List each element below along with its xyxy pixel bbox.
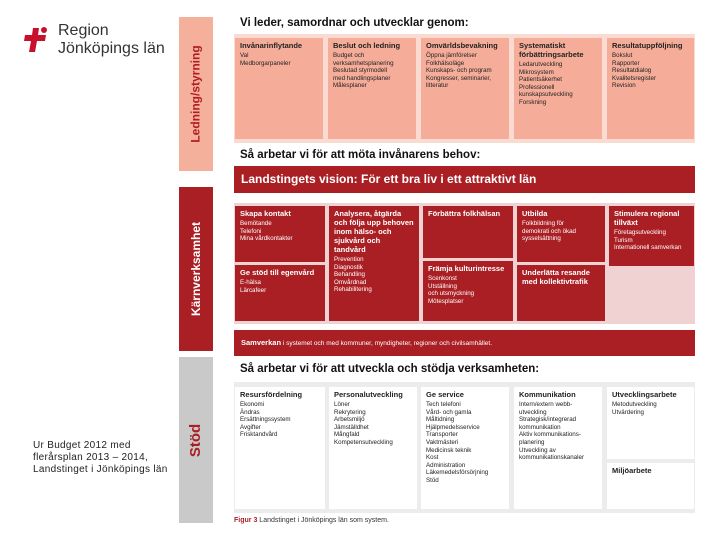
box-item: Bokslut bbox=[612, 52, 633, 59]
logo-text-region: Region bbox=[58, 22, 109, 39]
box-items bbox=[612, 401, 689, 416]
box-item: Metodutveckling bbox=[612, 401, 657, 408]
box-item: demokrati och ökad bbox=[522, 227, 576, 235]
bar-karnverksamhet-label: Kärnverksamhet bbox=[189, 221, 203, 317]
panel-karnverksamhet bbox=[234, 203, 695, 324]
box-item: kommunikation bbox=[519, 423, 561, 431]
box-item: Internationell samverkan bbox=[614, 244, 682, 252]
box-items bbox=[519, 401, 597, 462]
box-item: Ekonomi bbox=[240, 401, 265, 408]
box-underlatta-resande bbox=[517, 265, 605, 321]
box-kommunikation bbox=[514, 387, 602, 509]
source-caption: Ur Budget 2012 med flerårsplan 2013 – 2014, Landstinget i Jönköpings län bbox=[33, 440, 168, 475]
box-item: Diagnostik bbox=[334, 263, 363, 271]
box-omvarldsbevakning bbox=[421, 38, 509, 139]
figure-caption bbox=[234, 517, 389, 524]
figure-caption-label: Figur 3 bbox=[234, 517, 258, 524]
box-item: Aktiv kommunikations- bbox=[519, 431, 581, 439]
section-header-support: Så arbetar vi för att utveckla och stödja verksamheten: bbox=[240, 363, 540, 375]
box-item: Mötesplatser bbox=[428, 297, 464, 305]
logo-text-county: Jönköpings län bbox=[58, 40, 165, 57]
box-item: Öppna jämförelser bbox=[426, 52, 477, 59]
box-item: Kongresser, seminarier, bbox=[426, 74, 491, 82]
box-item: Prevention bbox=[334, 256, 364, 263]
box-item: Jämställdhet bbox=[334, 423, 369, 431]
box-item: Löner bbox=[334, 401, 350, 408]
box-title: Systematiskt förbättringsarbete bbox=[519, 41, 584, 59]
box-item: Beslutad styrmodell bbox=[333, 67, 387, 75]
box-items bbox=[428, 275, 508, 305]
box-title: Personalutveckling bbox=[334, 390, 403, 399]
box-title: Beslut och ledning bbox=[333, 41, 401, 50]
box-item: litteratur bbox=[426, 82, 449, 90]
box-items bbox=[333, 52, 411, 90]
box-title: Utvecklingsarbete bbox=[612, 390, 677, 399]
box-title: Underlätta resande med kollektivtrafik bbox=[522, 268, 590, 286]
box-item: Medicinsk teknik bbox=[426, 446, 472, 454]
box-title: Resultatuppföljning bbox=[612, 41, 683, 50]
box-items bbox=[426, 401, 504, 485]
box-item: Kunskaps- och program bbox=[426, 67, 492, 75]
region-logo bbox=[22, 22, 165, 62]
region-cross-logo-icon bbox=[22, 26, 50, 54]
box-item: Forskning bbox=[519, 98, 547, 106]
box-item: Vård- och gamla bbox=[426, 408, 472, 416]
box-item: Patientsäkerhet bbox=[519, 76, 562, 84]
box-item: Budget och bbox=[333, 52, 365, 59]
box-title: Förbättra folkhälsan bbox=[428, 209, 501, 218]
box-title: Omvärldsbevakning bbox=[426, 41, 498, 50]
bar-ledning bbox=[179, 17, 213, 171]
box-item: Scenkonst bbox=[428, 275, 457, 282]
box-item: Målesplaner bbox=[333, 82, 367, 90]
box-item: Professionell bbox=[519, 83, 555, 91]
box-item: Mångfald bbox=[334, 431, 360, 439]
box-item: Telefoni bbox=[240, 227, 262, 235]
box-items bbox=[240, 220, 320, 243]
box-item: Stöd bbox=[426, 476, 439, 484]
figure-caption-text: Landstinget i Jönköpings län som system. bbox=[259, 517, 389, 524]
box-item: Omvårdnad bbox=[334, 278, 367, 286]
box-forbattra-folkhalsan bbox=[423, 206, 513, 258]
box-item: Bemötande bbox=[240, 220, 272, 227]
box-items bbox=[519, 61, 597, 107]
box-item: Vaktmästeri bbox=[426, 438, 459, 446]
box-item: Företagsutveckling bbox=[614, 229, 666, 236]
box-item: med handlingsplaner bbox=[333, 74, 391, 82]
box-item: Utveckling av bbox=[519, 446, 556, 454]
box-items bbox=[240, 401, 320, 439]
box-items bbox=[240, 52, 318, 67]
box-item: Kvalitetsregister bbox=[612, 74, 657, 82]
box-title: Resursfördelning bbox=[240, 390, 303, 399]
box-utbilda bbox=[517, 206, 605, 262]
box-ge-stod-till-egenvard bbox=[235, 265, 325, 321]
box-items bbox=[426, 52, 504, 90]
box-miljoarbete bbox=[607, 463, 694, 509]
box-item: och utsmyckning bbox=[428, 290, 475, 298]
bar-karnverksamhet bbox=[179, 187, 213, 351]
box-item: Lärcafeer bbox=[240, 286, 267, 294]
box-item: Mikrosystem bbox=[519, 68, 554, 76]
box-item: Intern/extern webb- bbox=[519, 401, 573, 408]
section-header-lead: Vi leder, samordnar och utvecklar genom: bbox=[240, 17, 469, 29]
box-item: Rapporter bbox=[612, 59, 640, 67]
box-item: Folkhälsoläge bbox=[426, 59, 465, 67]
box-item: Ledarutveckling bbox=[519, 61, 563, 68]
box-item: Ersättningssystem bbox=[240, 416, 291, 424]
box-analysera-atgarda bbox=[329, 206, 419, 321]
box-title: Stimulera regional tillväxt bbox=[614, 209, 680, 227]
box-invanarinflytande bbox=[235, 38, 323, 139]
samverkan-banner bbox=[234, 330, 695, 356]
box-item: E-hälsa bbox=[240, 279, 261, 286]
box-item: Turism bbox=[614, 236, 633, 244]
box-item: Val bbox=[240, 52, 249, 59]
box-item: Måltidning bbox=[426, 416, 455, 424]
box-item: Medborgarpaneler bbox=[240, 59, 291, 67]
section-header-core: Så arbetar vi för att möta invånarens behov: bbox=[240, 149, 481, 161]
box-items bbox=[612, 52, 689, 90]
box-items bbox=[334, 401, 412, 447]
box-item: Rekrytering bbox=[334, 408, 366, 416]
box-beslut-och-ledning bbox=[328, 38, 416, 139]
box-title: Främja kulturintresse bbox=[428, 264, 505, 273]
box-item: Transporter bbox=[426, 431, 458, 439]
panel-ledning bbox=[234, 34, 695, 143]
box-item: verksamhetsplanering bbox=[333, 59, 394, 67]
box-item: Hjälpmedelsservice bbox=[426, 423, 480, 431]
box-item: Rehabilitering bbox=[334, 286, 372, 294]
box-item: Avgifter bbox=[240, 423, 261, 431]
samverkan-title: Samverkan bbox=[241, 338, 282, 347]
box-systematiskt-forbattringsarbete bbox=[514, 38, 602, 139]
box-item: Läkemedelsförsörjning bbox=[426, 469, 489, 477]
box-stimulera-regional-tillvaxt bbox=[609, 206, 694, 266]
box-title: Utbilda bbox=[522, 209, 548, 218]
box-item: sysselsättning bbox=[522, 235, 561, 243]
vision-banner: Landstingets vision: För ett bra liv i ett attraktivt län bbox=[234, 166, 695, 193]
box-title: Skapa kontakt bbox=[240, 209, 291, 218]
box-item: Behandling bbox=[334, 271, 365, 279]
box-item: Folkbildning för bbox=[522, 220, 564, 227]
box-item: Revision bbox=[612, 82, 636, 90]
box-item: Frisktandvård bbox=[240, 431, 278, 439]
box-items bbox=[522, 220, 600, 243]
box-title: Analysera, åtgärda och följa upp behoven inom hälso- och sjukvård och tandvård bbox=[334, 209, 414, 254]
box-title: Invånarinflytande bbox=[240, 41, 303, 50]
box-title: Ge stöd till egenvård bbox=[240, 268, 315, 277]
box-item: Kompetensutveckling bbox=[334, 438, 393, 446]
box-item: Arbetsmiljö bbox=[334, 416, 365, 424]
box-item: Kost bbox=[426, 454, 439, 462]
box-item: Tech telefoni bbox=[426, 401, 461, 408]
box-personalutveckling bbox=[329, 387, 417, 509]
bar-stod-label: Stöd bbox=[187, 423, 205, 457]
panel-stod bbox=[234, 382, 695, 513]
box-item: Mina vårdkontakter bbox=[240, 235, 293, 243]
box-items bbox=[614, 229, 689, 252]
box-resultatuppfoljning bbox=[607, 38, 694, 139]
box-item: Utställning bbox=[428, 282, 457, 290]
samverkan-text: i systemet och med kommuner, myndigheter, regioner och civilsamhället. bbox=[282, 340, 493, 347]
box-item: utveckling bbox=[519, 408, 547, 416]
box-item: planering bbox=[519, 438, 545, 446]
bar-stod bbox=[179, 357, 213, 523]
box-skapa-kontakt bbox=[235, 206, 325, 262]
box-resursfordelning bbox=[235, 387, 325, 509]
box-items bbox=[240, 279, 320, 294]
box-ge-service bbox=[421, 387, 509, 509]
box-item: kunskapsutveckling bbox=[519, 91, 573, 99]
box-title: Kommunikation bbox=[519, 390, 576, 399]
box-item: Administration bbox=[426, 461, 466, 469]
box-item: Resultatdialog bbox=[612, 67, 652, 75]
box-framja-kulturintresse bbox=[423, 261, 513, 321]
box-title: Ge service bbox=[426, 390, 464, 399]
box-item: kommunikationskanaler bbox=[519, 454, 584, 462]
bar-ledning-label: Ledning/styrning bbox=[189, 45, 203, 143]
box-item: Utvärdering bbox=[612, 408, 644, 416]
box-items bbox=[334, 256, 414, 294]
box-item: Ändras bbox=[240, 408, 260, 416]
box-item: Strategisk/integrerad bbox=[519, 416, 577, 424]
box-title: Miljöarbete bbox=[612, 466, 652, 475]
box-utvecklingsarbete bbox=[607, 387, 694, 459]
